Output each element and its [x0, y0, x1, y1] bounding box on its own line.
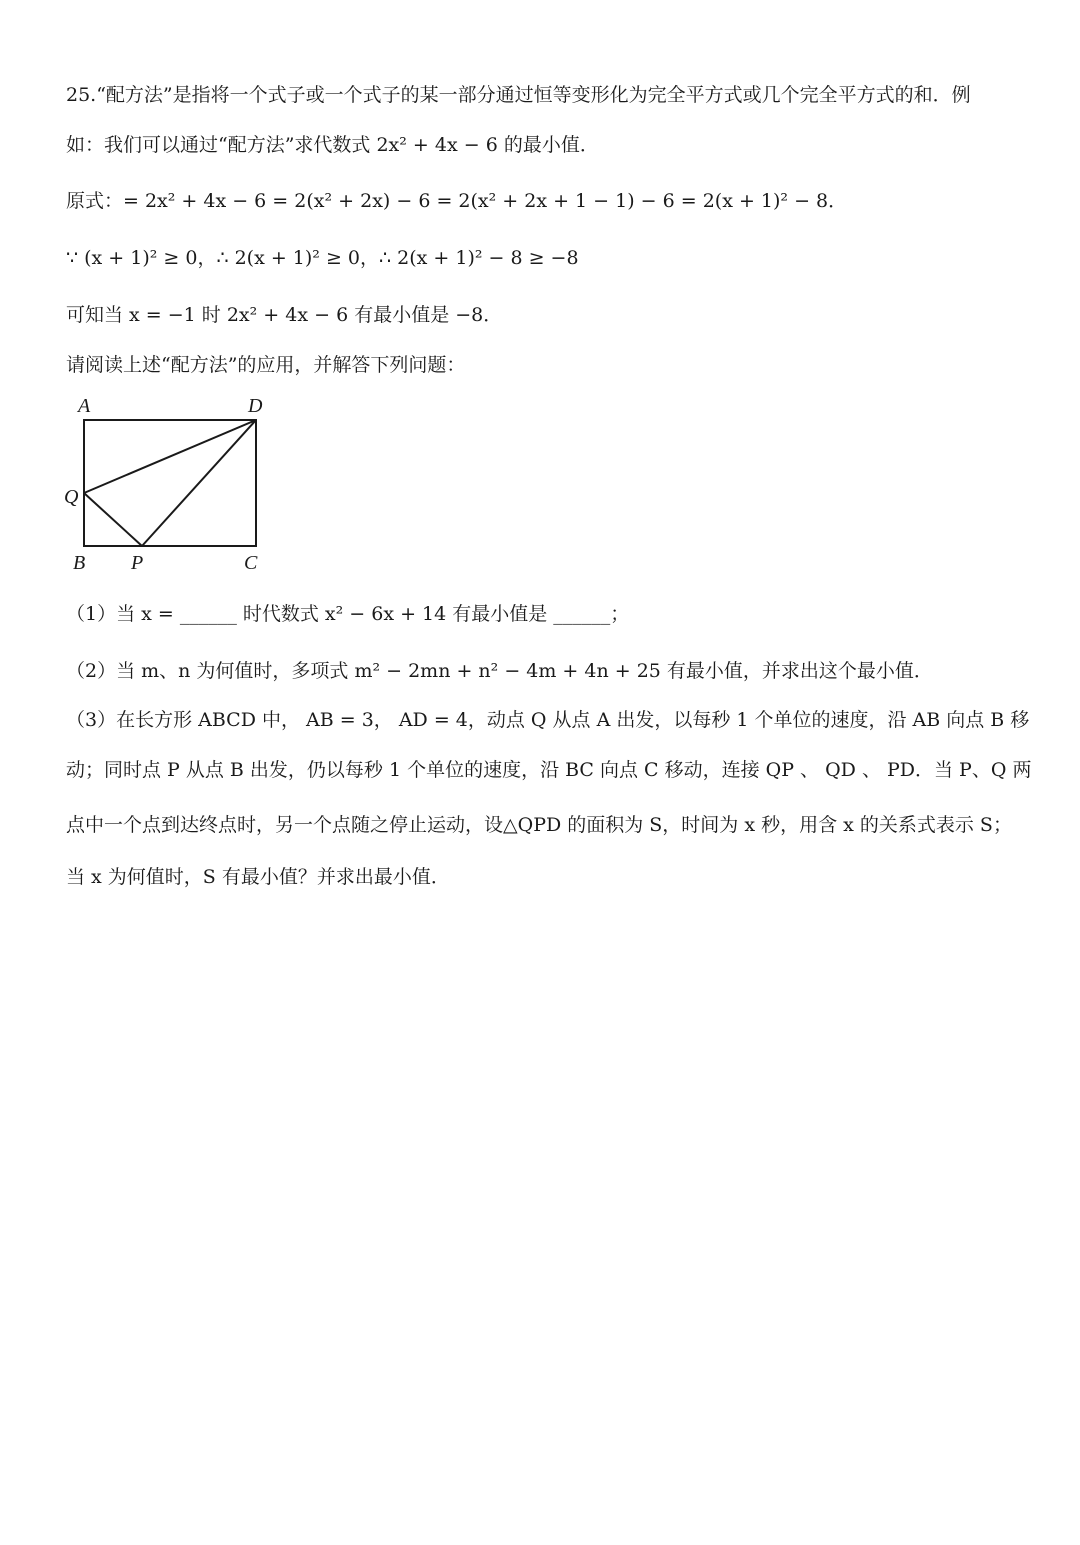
question-3-line1: （3）在长方形 ABCD 中， AB = 3， AD = 4，动点 Q 从点 A 出发，以每秒 1 个单位的速度，沿 AB 向点 B 移	[66, 709, 1030, 731]
segment-pd	[142, 420, 256, 546]
instruction-line: 请阅读上述“配方法”的应用，并解答下列问题：	[66, 354, 466, 376]
vertex-label-b: B	[73, 552, 86, 574]
derivation-line: 原式：= 2x² + 4x − 6 = 2(x² + 2x) − 6 = 2(x² + 2x + 1 − 1) − 6 = 2(x + 1)² − 8．	[66, 190, 848, 212]
vertex-label-d: D	[248, 395, 263, 417]
problem-intro-line1: 25.“配方法”是指将一个式子或一个式子的某一部分通过恒等变形化为完全平方式或几个完全平方式的和．例	[66, 84, 971, 106]
reasoning-line: ∵ (x + 1)² ≥ 0，∴ 2(x + 1)² ≥ 0，∴ 2(x + 1)² − 8 ≥ −8	[66, 247, 579, 269]
question-3-line2: 动；同时点 P 从点 B 出发，仍以每秒 1 个单位的速度，沿 BC 向点 C 移动，连接 QP 、 QD 、 PD．当 P、Q 两	[66, 759, 1032, 781]
segment-qp	[84, 493, 142, 546]
question-3-line4: 当 x 为何值时，S 有最小值？并求出最小值．	[66, 866, 450, 888]
conclusion-line: 可知当 x = −1 时 2x² + 4x − 6 有最小值是 −8．	[66, 304, 503, 326]
problem-intro-line2: 如：我们可以通过“配方法”求代数式 2x² + 4x − 6 的最小值．	[66, 134, 599, 156]
vertex-label-p: P	[131, 552, 144, 574]
segment-qd	[84, 420, 256, 493]
vertex-label-a: A	[78, 395, 91, 417]
question-3-line3: 点中一个点到达终点时，另一个点随之停止运动，设△QPD 的面积为 S，时间为 x 秒，用含 x 的关系式表示 S；	[66, 814, 1012, 836]
question-2: （2）当 m、n 为何值时，多项式 m² − 2mn + n² − 4m + 4n + 25 有最小值，并求出这个最小值．	[66, 660, 933, 682]
vertex-label-q: Q	[64, 486, 79, 508]
question-1: （1）当 x = ______ 时代数式 x² − 6x + 14 有最小值是 ______；	[66, 603, 630, 625]
vertex-label-c: C	[244, 552, 258, 574]
